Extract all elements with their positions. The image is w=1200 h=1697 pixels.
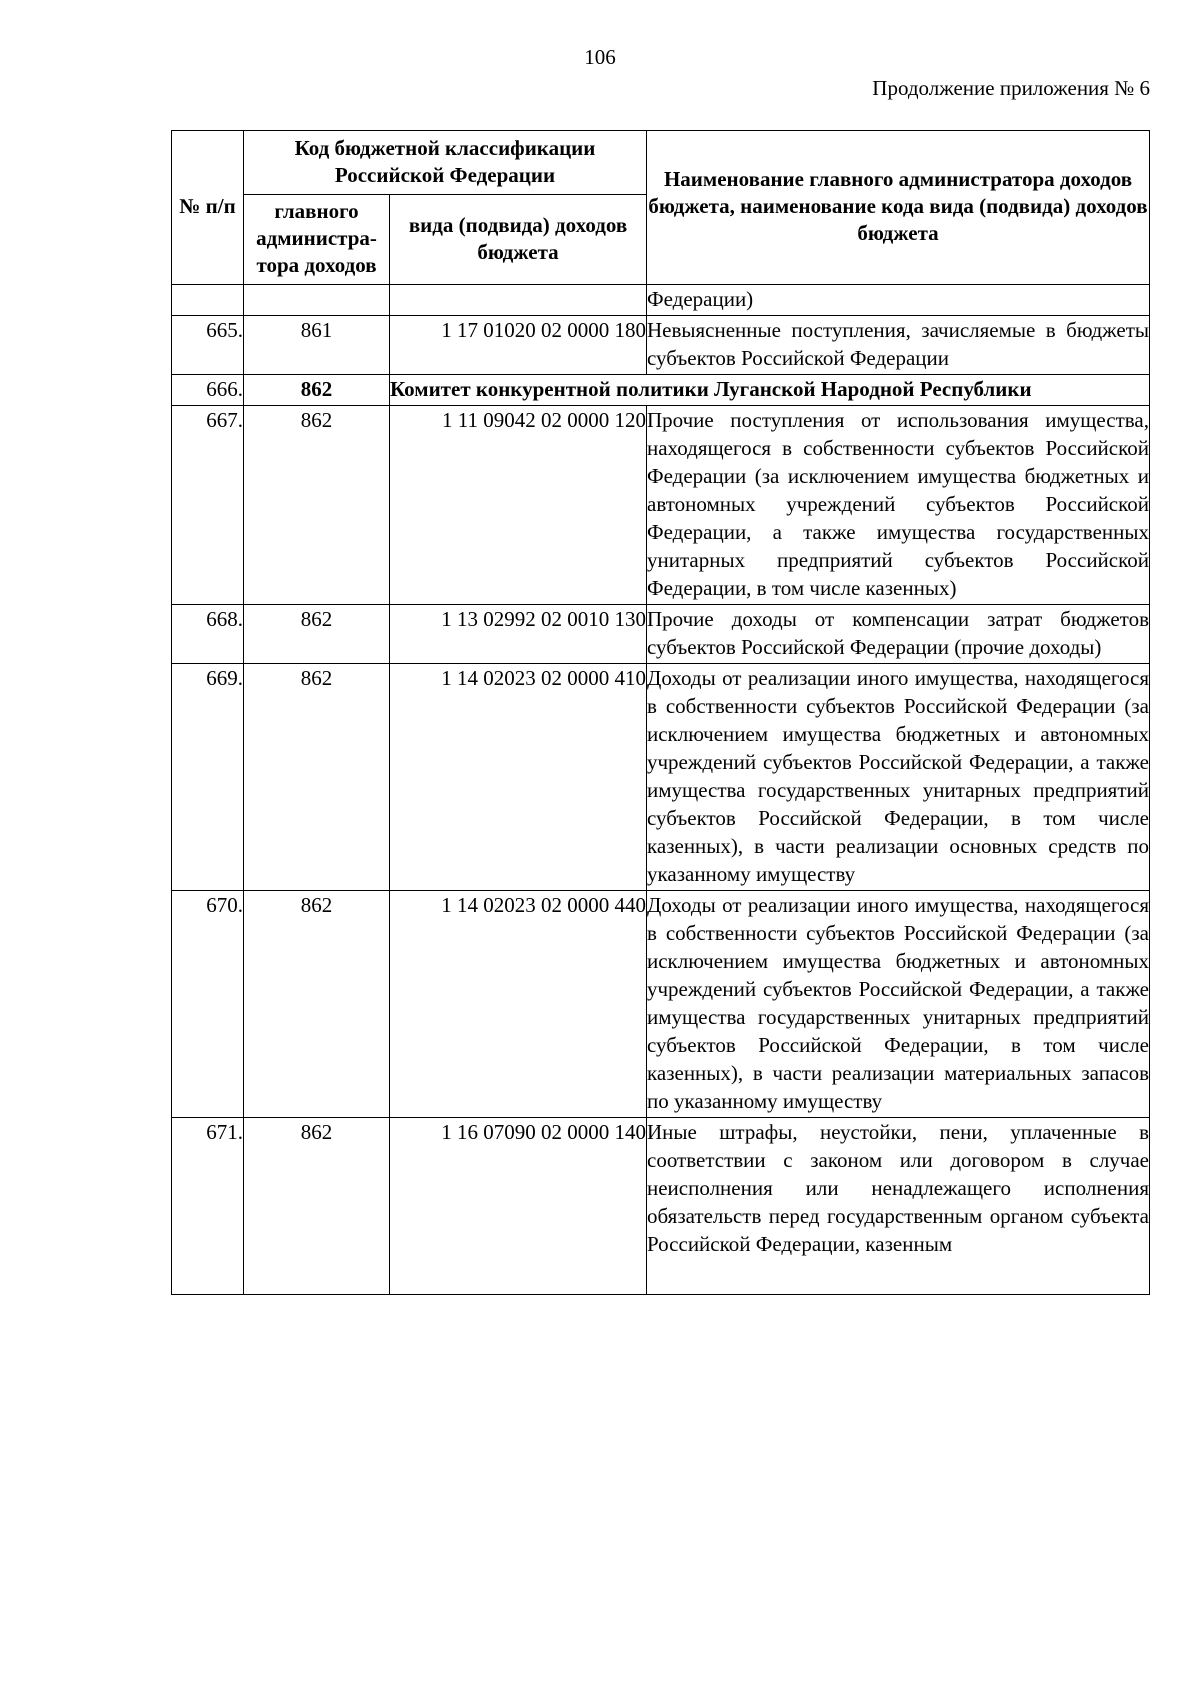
page-number: 106 <box>584 45 616 69</box>
cell-number: 665. <box>172 316 244 375</box>
cell-admin: 862 <box>244 605 390 664</box>
cell-number: 669. <box>172 664 244 891</box>
cell-name <box>647 1118 1150 1295</box>
table-row <box>172 891 1150 1118</box>
header-code-group: Код бюджетной классификации Российской Федерации <box>244 131 647 195</box>
cell-code: 1 14 02023 02 0000 440 <box>390 891 647 1118</box>
cell-number: 671. <box>172 1118 244 1295</box>
cell-name: Доходы от реализации иного имущества, находящегося в собственности субъектов Российской Федерации (за исключением имущества бюджетных и автономных учреждений субъектов Российской Федерации, а также имущества государственных унитарных предприятий субъектов Российской Федерации, в том числе казенных), в части реализации материальных запасов по указанному имуществу <box>647 891 1150 1118</box>
cell-code: 1 17 01020 02 0000 180 <box>390 316 647 375</box>
cell-code: 1 14 02023 02 0000 410 <box>390 664 647 891</box>
table-row <box>172 406 1150 605</box>
cell-number: 668. <box>172 605 244 664</box>
cell-code <box>390 285 647 316</box>
cell-admin: 862 <box>244 1118 390 1295</box>
cell-code: 1 16 07090 02 0000 140 <box>390 1118 647 1295</box>
cell-number: 670. <box>172 891 244 1118</box>
cell-admin: 862 <box>244 406 390 605</box>
appendix-continuation-note: Продолжение приложения № 6 <box>872 76 1150 100</box>
cell-name-text: Иные штрафы, неустойки, пени, уплаченные в соответствии с законом или договором в случае неисполнения или ненадлежащего исполнения обязательств перед государственным органом субъекта Российской Федерации, казенным <box>647 1120 1149 1256</box>
table-row <box>172 316 1150 375</box>
cell-name: Федерации) <box>647 285 1150 316</box>
cell-admin: 862 <box>244 664 390 891</box>
header-income-type-code: вида (подвида) доходов бюджета <box>390 195 647 285</box>
cell-number <box>172 285 244 316</box>
cell-admin: 861 <box>244 316 390 375</box>
budget-classification-table <box>171 130 1150 1295</box>
cell-department-name: Комитет конкурентной политики Луганской Народной Республики <box>390 375 1150 406</box>
cell-name: Прочие поступления от использования имущества, находящегося в собственности субъектов Российской Федерации (за исключением имущества бюджетных и автономных учреждений субъектов Российской Федерации, а также имущества государственных унитарных предприятий субъектов Российской Федерации, в том числе казенных) <box>647 406 1150 605</box>
cell-number: 666. <box>172 375 244 406</box>
table-row <box>172 664 1150 891</box>
header-number: № п/п <box>172 131 244 285</box>
table-row <box>172 1118 1150 1295</box>
table-row-carryover <box>172 285 1150 316</box>
cell-name: Невыясненные поступления, зачисляемые в бюджеты субъектов Российской Федерации <box>647 316 1150 375</box>
cell-name: Прочие доходы от компенсации затрат бюджетов субъектов Российской Федерации (прочие доходы) <box>647 605 1150 664</box>
cell-admin: 862 <box>244 375 390 406</box>
cell-admin <box>244 285 390 316</box>
cell-number: 667. <box>172 406 244 605</box>
header-name: Наименование главного администратора доходов бюджета, наименование кода вида (подвида) доходов бюджета <box>647 131 1150 285</box>
header-admin-code: главного администра-тора доходов <box>244 195 390 285</box>
cell-code: 1 11 09042 02 0000 120 <box>390 406 647 605</box>
cell-code: 1 13 02992 02 0010 130 <box>390 605 647 664</box>
table-row <box>172 605 1150 664</box>
table-row-department <box>172 375 1150 406</box>
cell-name: Доходы от реализации иного имущества, находящегося в собственности субъектов Российской Федерации (за исключением имущества бюджетных и автономных учреждений субъектов Российской Федерации, а также имущества государственных унитарных предприятий субъектов Российской Федерации, в том числе казенных), в части реализации основных средств по указанному имуществу <box>647 664 1150 891</box>
cell-admin: 862 <box>244 891 390 1118</box>
